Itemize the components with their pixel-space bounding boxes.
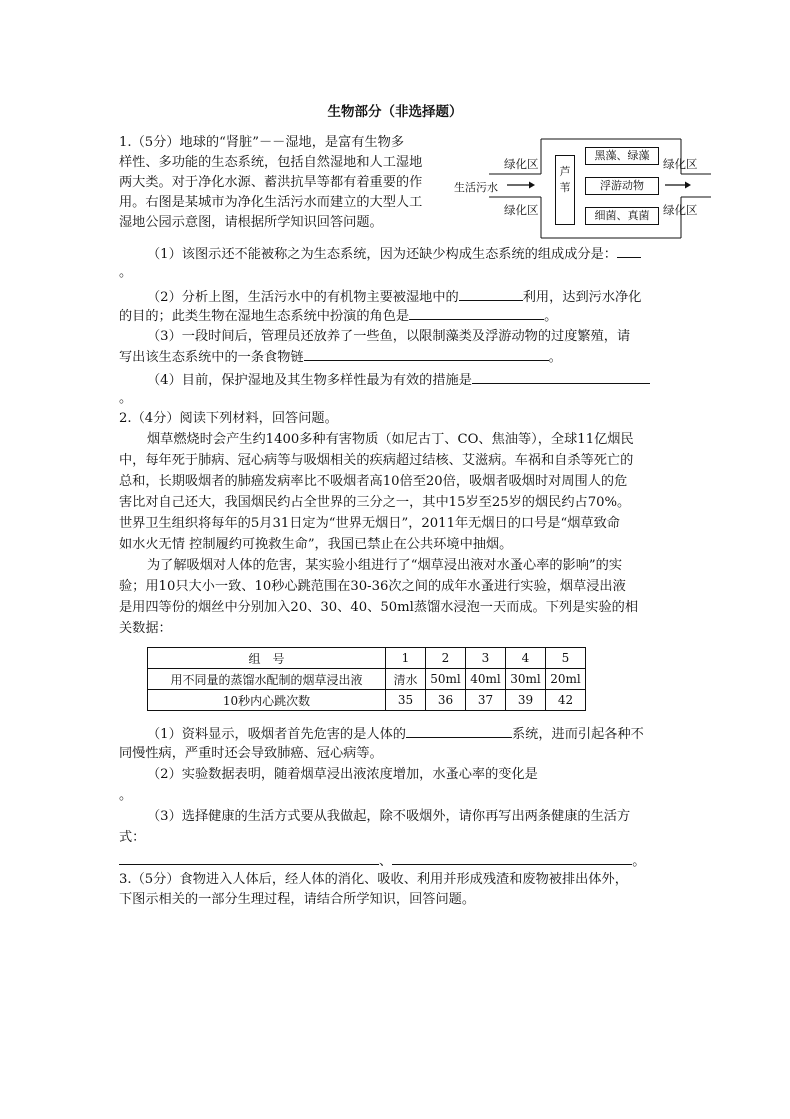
green-zone-bottom-left: 绿化区	[504, 203, 539, 217]
q2-p2-line-1: 为了解吸烟对人体的危害，某实验小组进行了“烟草浸出液对水蚤心率的影响”的实	[147, 558, 623, 573]
table-cell: 2	[426, 648, 466, 669]
q1-sub2-text-2: 利用，达到污水净化	[522, 290, 642, 305]
q1-sub1-answer-blank[interactable]	[617, 243, 641, 258]
q1-line-3: 两大类。对于净化水源、蓄洪抗旱等都有着重要的作	[119, 175, 423, 190]
q1-sub3: （3）一段时间后，管理员还放养了一些鱼，以限制藻类及浮游动物的过度繁殖，请	[147, 329, 631, 344]
table-header-label: 组 号	[148, 648, 386, 669]
table-cell: 40ml	[466, 669, 506, 690]
table-cell: 50ml	[426, 669, 466, 690]
q2-sub2: （2）实验数据表明，随着烟草浸出液浓度增加，水蚤心率的变化是	[147, 767, 538, 782]
q2-sub1-text-2: 系统，进而引起各种不	[511, 727, 644, 742]
green-zone-top-left: 绿化区	[504, 157, 539, 171]
bacteria-box: 细菌、真菌	[585, 207, 659, 225]
q2-p1-line-6: 如水火无情 控制履约可挽救生命”，我国已禁止在公共环境中抽烟。	[119, 537, 513, 552]
table-cell: 37	[466, 690, 506, 711]
q1-line-2: 样性、多功能的生态系统，包括自然湿地和人工湿地	[119, 155, 423, 170]
table-row2-label: 10秒内心跳次数	[148, 690, 386, 711]
q1-sub2	[147, 286, 641, 307]
q2-sub3: （3）选择健康的生活方式要从我做起，除不吸烟外，请你再写出两条健康的生活方	[147, 809, 631, 824]
green-zone-top-right: 绿化区	[663, 157, 698, 171]
q2-p1-line-5: 世界卫生组织将每年的5月31日定为“世界无烟日”，2011年无烟日的口号是“烟草致命	[119, 516, 620, 531]
q2-sub3-label: 式：	[119, 830, 146, 845]
table-cell: 5	[546, 648, 586, 669]
table-row	[148, 669, 586, 690]
q1-sub3-cont	[119, 346, 562, 367]
table-cell: 39	[506, 690, 546, 711]
q2-p1-line-3: 总和，长期吸烟者的肺癌发病率比不吸烟者高10倍至20倍，吸烟者吸烟时对周围人的危	[119, 474, 628, 489]
q2-sub3-end: 。	[632, 854, 646, 869]
q2-sub2-end: 。	[119, 788, 133, 803]
q1-sub4-answer-blank[interactable]	[472, 369, 650, 384]
table-cell: 20ml	[546, 669, 586, 690]
q1-sub1-text: （1）该图示还不能被称之为生态系统，因为还缺少构成生态系统的组成成分是：	[147, 247, 617, 262]
table-row1-label: 用不同量的蒸馏水配制的烟草浸出液	[148, 669, 386, 690]
q2-sub3-answer-blank-2[interactable]	[392, 850, 632, 865]
table-cell: 42	[546, 690, 586, 711]
q1-sub1-end: 。	[119, 265, 133, 280]
q1-sub3-end: 。	[548, 350, 562, 365]
q1-sub3-answer-blank[interactable]	[304, 346, 549, 361]
table-row	[148, 690, 586, 711]
q2-p2-line-2: 验；用10只大小一致、10秒心跳范围在30-36次之间的成年水蚤进行实验，烟草浸出液	[119, 579, 626, 594]
q2-p2-line-3: 是用四等份的烟丝中分别加入20、30、40、50ml蒸馏水浸泡一天而成。下列是实验的相	[119, 600, 639, 615]
plankton-box: 浮游动物	[585, 177, 659, 195]
q3-line-1: 3.（5分）食物进入人体后，经人体的消化、吸收、利用并形成残渣和废物被排出体外，	[119, 872, 628, 887]
q1-sub4	[147, 369, 650, 390]
heart-rate-table	[147, 647, 586, 711]
q2-sub3-answers	[119, 850, 645, 871]
q1-line-1: 1.（5分）地球的“肾脏”－－湿地，是富有生物多	[119, 135, 405, 150]
table-cell: 35	[386, 690, 426, 711]
q1-line-5: 湿地公园示意图，请根据所学知识回答问题。	[119, 215, 383, 230]
q1-sub2-text-4: 。	[544, 309, 558, 324]
q1-sub2-text-1: （2）分析上图，生活污水中的有机物主要被湿地中的	[147, 290, 459, 305]
q3-line-2: 下图示相关的一部分生理过程，请结合所学知识，回答问题。	[119, 892, 476, 907]
q2-sub1-text-1: （1）资料显示，吸烟者首先危害的是人体的	[147, 727, 406, 742]
section-title: 生物部分（非选择题）	[327, 104, 463, 120]
table-cell: 30ml	[506, 669, 546, 690]
table-cell: 1	[386, 648, 426, 669]
q1-sub2-answer-blank-1[interactable]	[459, 286, 523, 301]
q2-p1-line-1: 烟草燃烧时会产生约1400多种有害物质（如尼古丁、CO、焦油等），全球11亿烟民	[147, 432, 634, 447]
q1-sub2-answer-blank-2[interactable]	[409, 305, 544, 320]
q2-sub1-cont: 同慢性病，严重时还会导致肺癌、冠心病等。	[119, 746, 383, 761]
wetland-diagram	[453, 137, 712, 240]
table-cell: 36	[426, 690, 466, 711]
q2-sub1	[147, 723, 644, 744]
q1-sub1	[147, 243, 641, 264]
algae-box: 黑藻、绿藻	[585, 147, 659, 165]
q1-sub3-text: 写出该生态系统中的一条食物链	[119, 350, 304, 365]
q1-sub4-text: （4）目前，保护湿地及其生物多样性最为有效的措施是	[147, 373, 472, 388]
q1-sub2-cont	[119, 305, 557, 326]
q2-sub3-separator: 、	[379, 854, 393, 869]
table-cell: 3	[466, 648, 506, 669]
q1-sub2-text-3: 的目的；此类生物在湿地生态系统中扮演的角色是	[119, 309, 410, 324]
sewage-label: 生活污水	[454, 181, 498, 194]
q1-line-4: 用。右图是某城市为净化生活污水而建立的大型人工	[119, 195, 423, 210]
q2-sub3-answer-blank-1[interactable]	[119, 850, 379, 865]
reed-box: 芦苇	[555, 155, 575, 225]
q2-p1-line-2: 中，每年死于肺病、冠心病等与吸烟相关的疾病超过结核、艾滋病。车祸和自杀等死亡的	[119, 453, 634, 468]
q1-sub4-end: 。	[119, 391, 133, 406]
q2-p1-line-4: 害比对自己还大，我国烟民约占全世界的三分之一，其中15岁至25岁的烟民约占70%。	[119, 495, 631, 510]
table-cell: 4	[506, 648, 546, 669]
q2-head: 2.（4分）阅读下列材料，回答问题。	[119, 411, 338, 426]
q2-p2-line-4: 关数据：	[119, 621, 172, 636]
table-cell: 清水	[386, 669, 426, 690]
table-row	[148, 648, 586, 669]
q2-sub1-answer-blank[interactable]	[406, 723, 512, 738]
green-zone-bottom-right: 绿化区	[663, 203, 698, 217]
